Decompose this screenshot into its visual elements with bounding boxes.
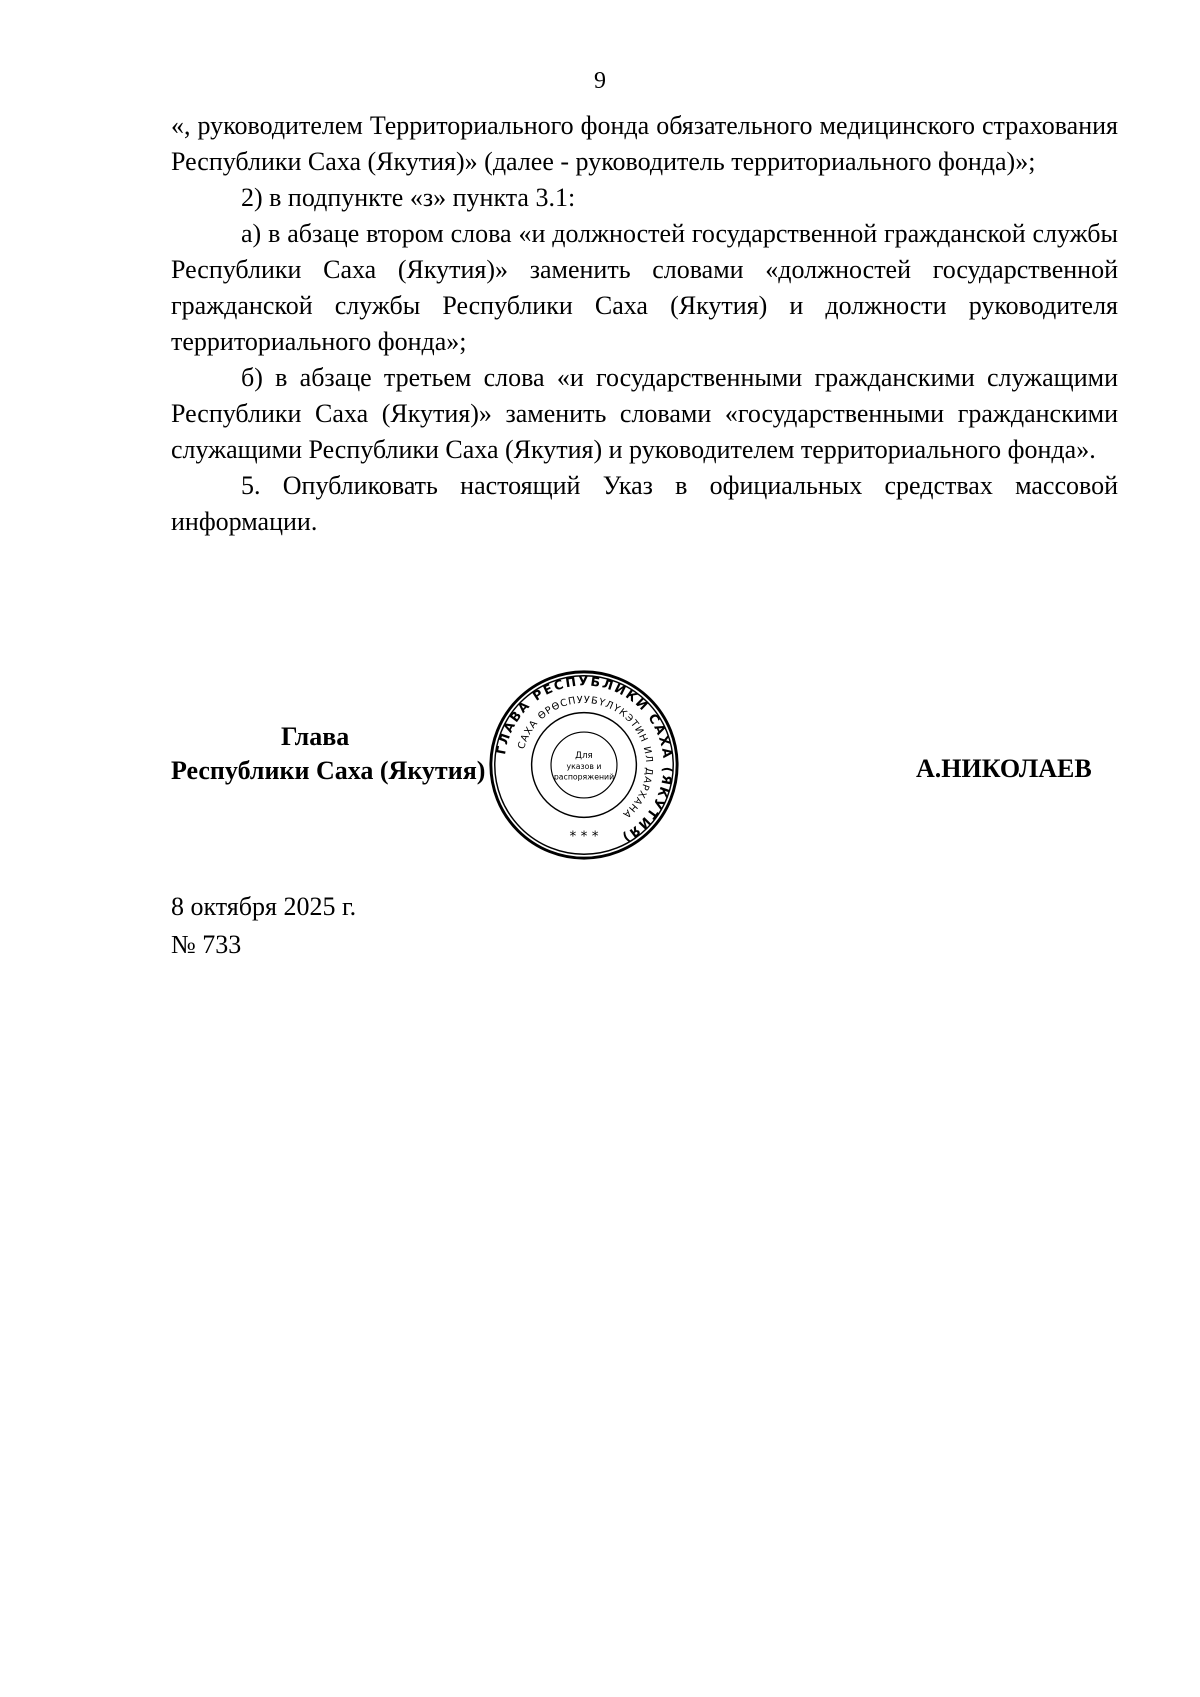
paragraph-continuation: «, руководителем Территориального фонда обязательного медицинского страхования Республики Саха (Якутия)» (далее - руководитель территориального фонда)»; (171, 111, 1118, 176)
seal-center-line1: Для (575, 751, 593, 762)
paragraph-publish: 5. Опубликовать настоящий Указ в официальных средствах массовой информации. (171, 471, 1118, 536)
seal-center-line3: распоряжений (553, 772, 615, 782)
signature-title (171, 720, 485, 788)
seal-star-icons: * * * (569, 828, 599, 845)
signatory-name: А.НИКОЛАЕВ (916, 754, 1092, 783)
seal-center-line2: указов и (566, 761, 602, 771)
official-seal (487, 668, 681, 862)
signature-title-line2: Республики Саха (Якутия) (171, 756, 486, 785)
paragraph-subpoint-b: б) в абзаце третьем слова «и государственными гражданскими служащими Республики Саха (Якутия)» заменить словами «государственными гражданскими служащими Республики Саха (Якутия) и руководителем территориального фонда». (171, 363, 1118, 464)
document-date-number (171, 888, 356, 964)
document-date: 8 октября 2025 г. (171, 892, 357, 921)
seal-inner-text: САХА ӨРӨСПУУБҮЛҮКЭТИН ИЛ ДАРХАНА (516, 694, 655, 821)
seal-outer-text: ГЛАВА РЕСПУБЛИКИ САХА (ЯКУТИЯ) (493, 673, 676, 847)
paragraph-subpoint-a: а) в абзаце втором слова «и должностей государственной гражданской службы Республики Саха (Якутия)» заменить словами «должностей государственной гражданской службы Республики Саха (Якутия) и должности руководителя территориального фонда»; (171, 219, 1118, 356)
paragraph-subpoint-2: 2) в подпункте «з» пункта 3.1: (241, 183, 576, 212)
signature-title-line1: Глава (281, 722, 350, 751)
document-number: № 733 (171, 930, 242, 959)
page-number: 9 (594, 68, 606, 94)
document-body (171, 108, 1118, 540)
